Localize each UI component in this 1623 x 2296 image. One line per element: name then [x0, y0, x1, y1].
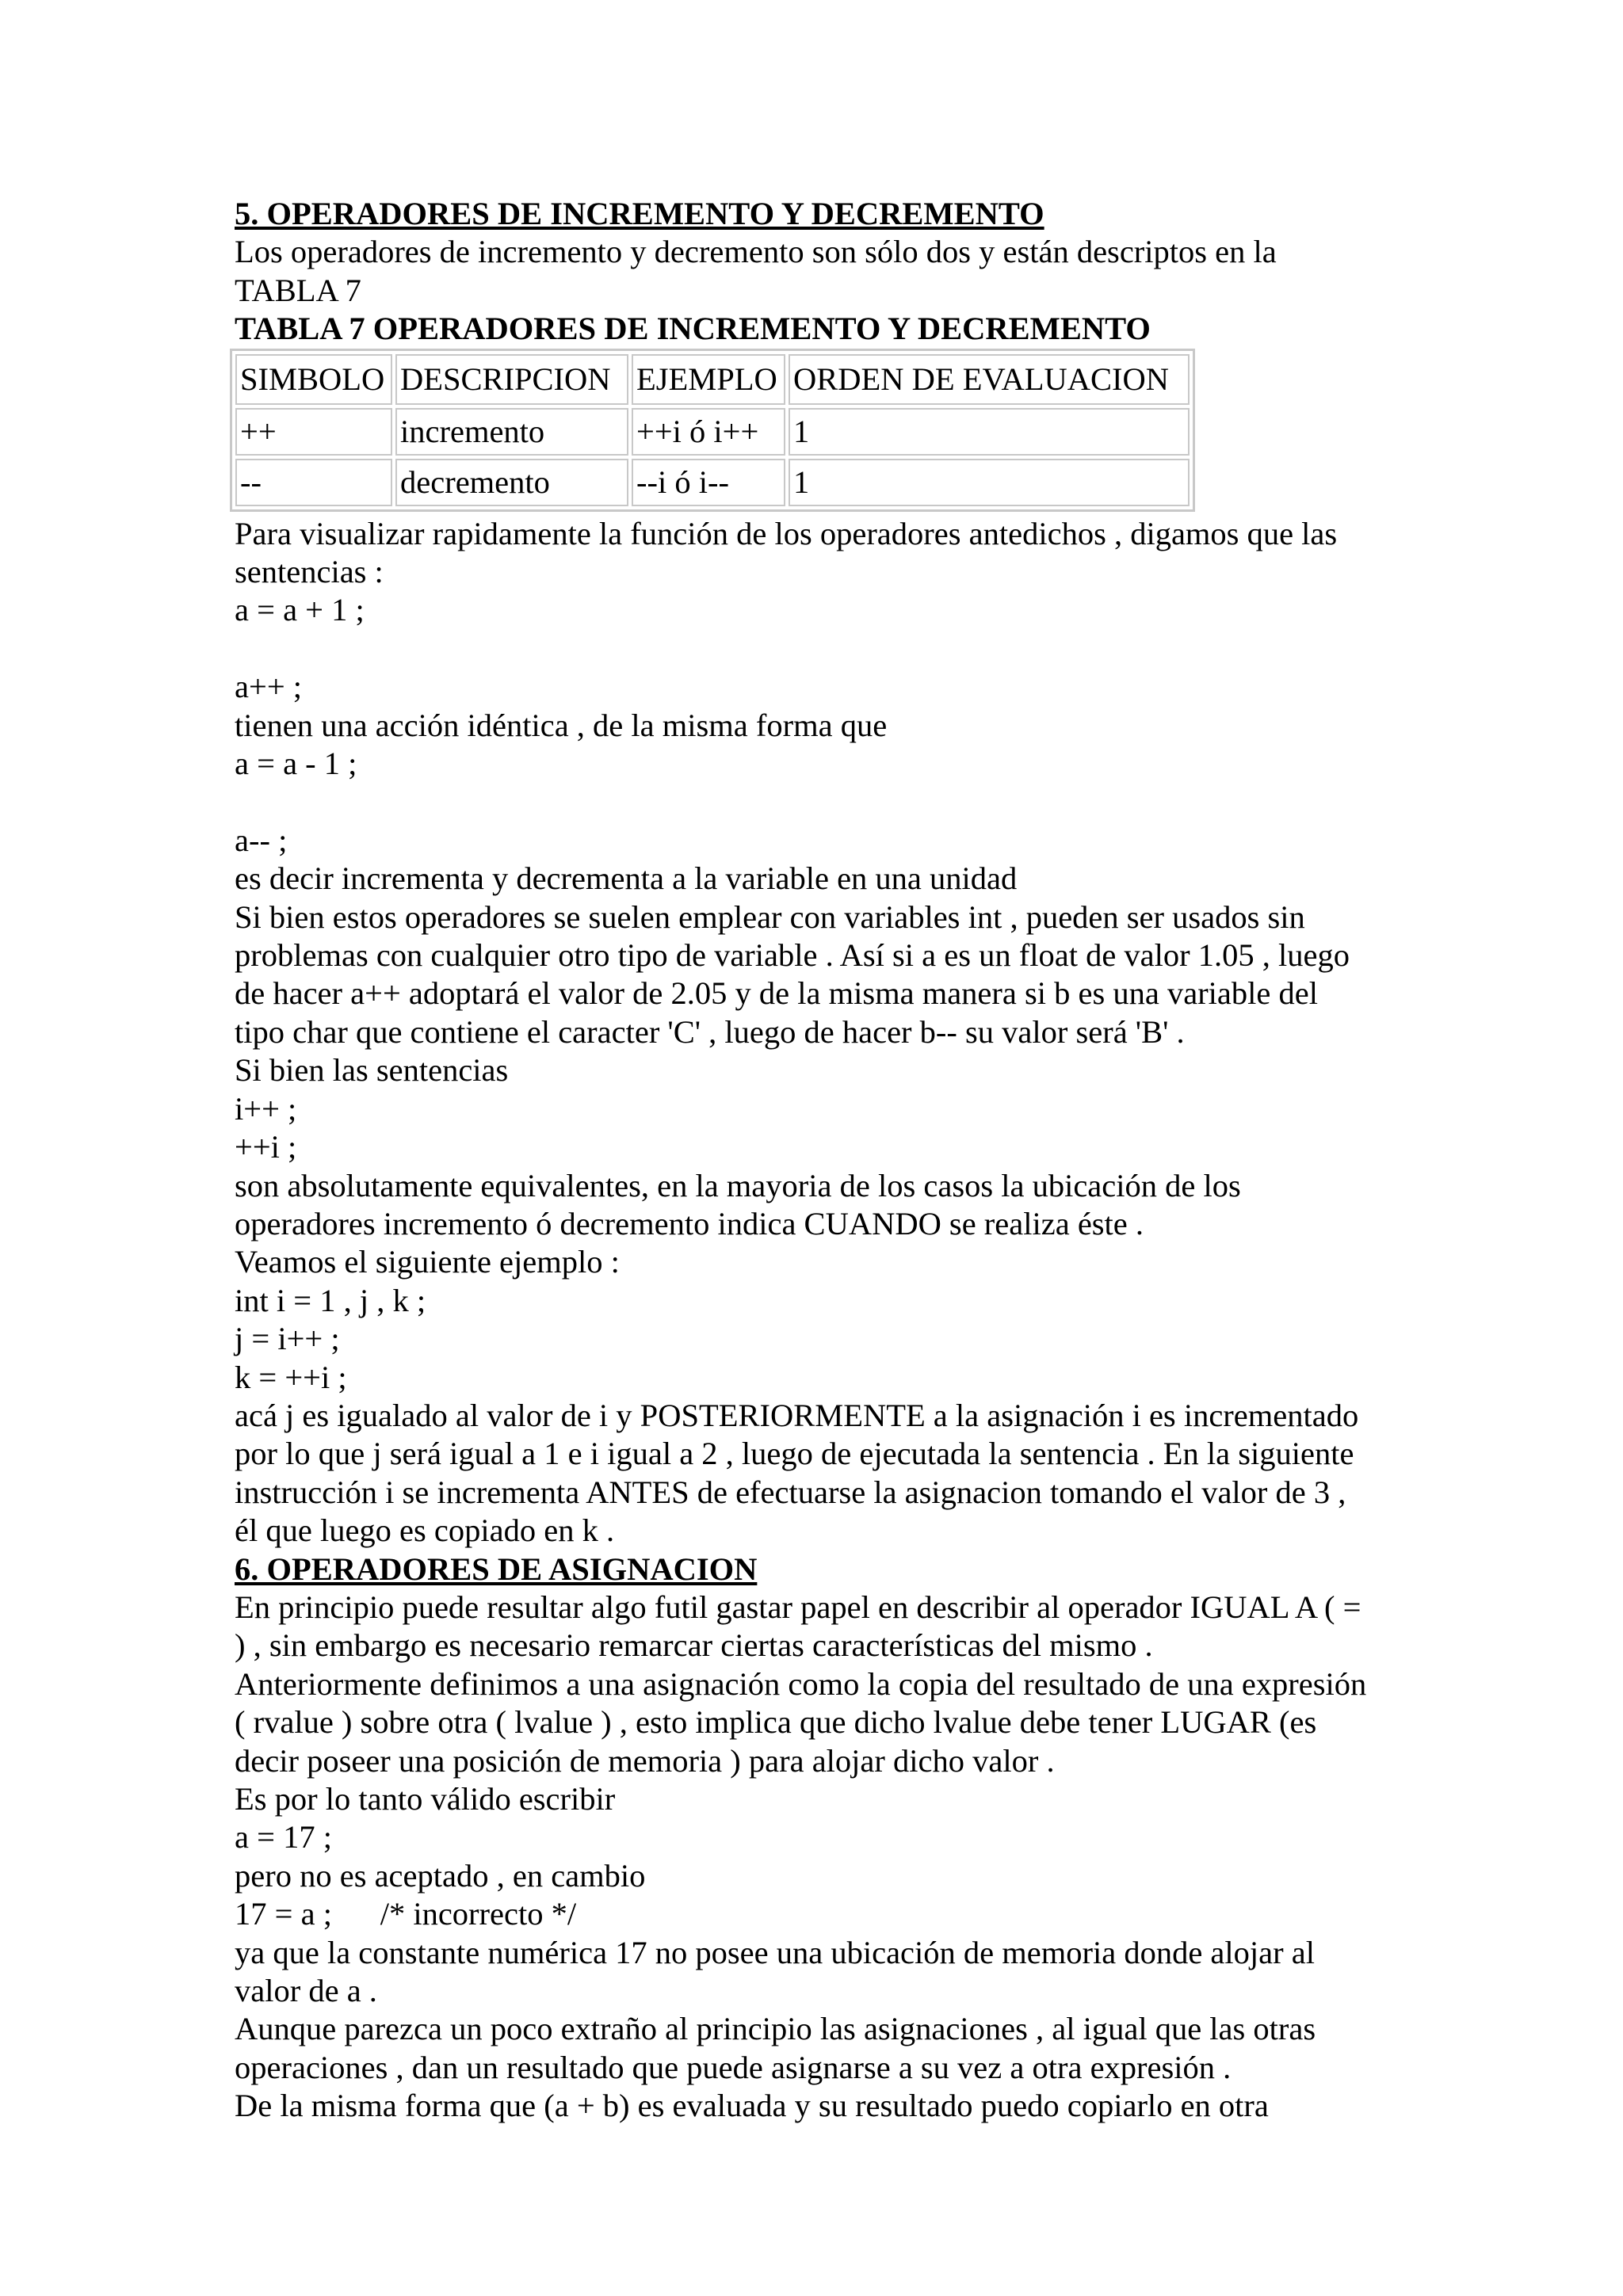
- paragraph-line: por lo que j será igual a 1 e i igual a 2 , luego de ejecutada la sentencia . En la siguiente: [235, 1436, 1354, 1472]
- table-cell: 1: [789, 408, 1190, 456]
- paragraph-line: De la misma forma que (a + b) es evaluada y su resultado puedo copiarlo en otra: [235, 2088, 1269, 2124]
- blank-line: [235, 783, 1423, 821]
- paragraph-line: int i = 1 , j , k ;: [235, 1282, 426, 1318]
- table-7-title: TABLA 7 OPERADORES DE INCREMENTO Y DECREMENTO: [235, 311, 1151, 347]
- paragraph-line: Si bien estos operadores se suelen emplear con variables int , pueden ser usados sin: [235, 898, 1305, 935]
- section-5-body-a: [235, 515, 1423, 630]
- table-header-cell: ORDEN DE EVALUACION: [789, 354, 1190, 405]
- paragraph-line: ++i ;: [235, 1129, 297, 1165]
- code-line: a = a + 1 ;: [235, 592, 365, 628]
- section-5-body-b: [235, 668, 1423, 783]
- paragraph-line: él que luego es copiado en k .: [235, 1512, 615, 1549]
- paragraph-line: k = ++i ;: [235, 1359, 347, 1395]
- table-header-cell: SIMBOLO: [235, 354, 392, 405]
- table-cell: ++i ó i++: [632, 408, 785, 456]
- paragraph-line: TABLA 7: [235, 272, 361, 308]
- table-row: [235, 459, 1190, 506]
- table-header-cell: DESCRIPCION: [395, 354, 628, 405]
- paragraph-line: Anteriormente definimos a una asignación como la copia del resultado de una expresión: [235, 1665, 1367, 1702]
- paragraph-line: operadores incremento ó decremento indica CUANDO se realiza éste .: [235, 1205, 1144, 1241]
- paragraph-line: problemas con cualquier otro tipo de variable . Así si a es un float de valor 1.05 , luego: [235, 937, 1350, 974]
- paragraph-line: es decir incrementa y decrementa a la variable en una unidad: [235, 860, 1018, 897]
- paragraph-line: a-- ;: [235, 822, 288, 858]
- paragraph-line: Aunque parezca un poco extraño al principio las asignaciones , al igual que las otras: [235, 2011, 1316, 2047]
- paragraph-line: de hacer a++ adoptará el valor de 2.05 y de la misma manera si b es una variable del: [235, 975, 1318, 1012]
- table-header-row: [235, 354, 1190, 405]
- paragraph-line: Si bien las sentencias: [235, 1052, 509, 1089]
- code-line: a = a - 1 ;: [235, 746, 357, 782]
- paragraph-line: instrucción i se incrementa ANTES de efectuarse la asignacion tomando el valor de 3 ,: [235, 1474, 1346, 1510]
- section-5-intro: [235, 233, 1423, 310]
- table-7: [230, 349, 1195, 512]
- paragraph-line: operaciones , dan un resultado que puede asignarse a su vez a otra expresión .: [235, 2049, 1232, 2085]
- paragraph-line: ya que la constante numérica 17 no posee una ubicación de memoria donde alojar al: [235, 1934, 1315, 1970]
- paragraph-line: son absolutamente equivalentes, en la mayoria de los casos la ubicación de los: [235, 1167, 1241, 1203]
- table-cell: ++: [235, 408, 392, 456]
- section-5-body-c: [235, 822, 1423, 1550]
- paragraph-line: sentencias :: [235, 554, 384, 590]
- paragraph-line: Los operadores de incremento y decremento son sólo dos y están descriptos en la: [235, 234, 1277, 270]
- table-cell: incremento: [395, 408, 628, 456]
- paragraph-line: decir poseer una posición de memoria ) para alojar dicho valor .: [235, 1742, 1055, 1779]
- blank-line: [235, 630, 1423, 668]
- paragraph-line: 17 = a ; /* incorrecto */: [235, 1896, 577, 1932]
- paragraph-line: a = 17 ;: [235, 1819, 332, 1855]
- section-5-heading: 5. OPERADORES DE INCREMENTO Y DECREMENTO: [235, 196, 1044, 231]
- section-6-heading: 6. OPERADORES DE ASIGNACION: [235, 1550, 758, 1587]
- table-cell: decremento: [395, 459, 628, 506]
- paragraph-line: ( rvalue ) sobre otra ( lvalue ) , esto implica que dicho lvalue debe tener LUGAR (es: [235, 1704, 1317, 1741]
- paragraph-line: En principio puede resultar algo futil gastar papel en describir al operador IGUAL A ( =: [235, 1589, 1361, 1625]
- table-cell: 1: [789, 459, 1190, 506]
- code-line: a++ ;: [235, 669, 303, 705]
- table-header-cell: EJEMPLO: [632, 354, 785, 405]
- paragraph-line: Para visualizar rapidamente la función de los operadores antedichos , digamos que las: [235, 515, 1338, 551]
- paragraph-line: valor de a .: [235, 1973, 377, 2009]
- table-cell: --: [235, 459, 392, 506]
- section-6-body: [235, 1589, 1423, 2126]
- table-cell: --i ó i--: [632, 459, 785, 506]
- paragraph-line: j = i++ ;: [235, 1321, 340, 1357]
- paragraph-line: Es por lo tanto válido escribir: [235, 1781, 616, 1817]
- paragraph-line: Veamos el siguiente ejemplo :: [235, 1244, 620, 1280]
- paragraph-line: tipo char que contiene el caracter 'C' , luego de hacer b-- su valor será 'B' .: [235, 1013, 1185, 1050]
- document-page: [235, 195, 1423, 2126]
- paragraph-line: i++ ;: [235, 1090, 297, 1127]
- paragraph-line: pero no es aceptado , en cambio: [235, 1857, 646, 1894]
- paragraph-line: tienen una acción idéntica , de la misma forma que: [235, 707, 888, 743]
- paragraph-line: acá j es igualado al valor de i y POSTERIORMENTE a la asignación i es incrementado: [235, 1397, 1359, 1433]
- table-row: [235, 408, 1190, 456]
- paragraph-line: ) , sin embargo es necesario remarcar ciertas características del mismo .: [235, 1627, 1153, 1664]
